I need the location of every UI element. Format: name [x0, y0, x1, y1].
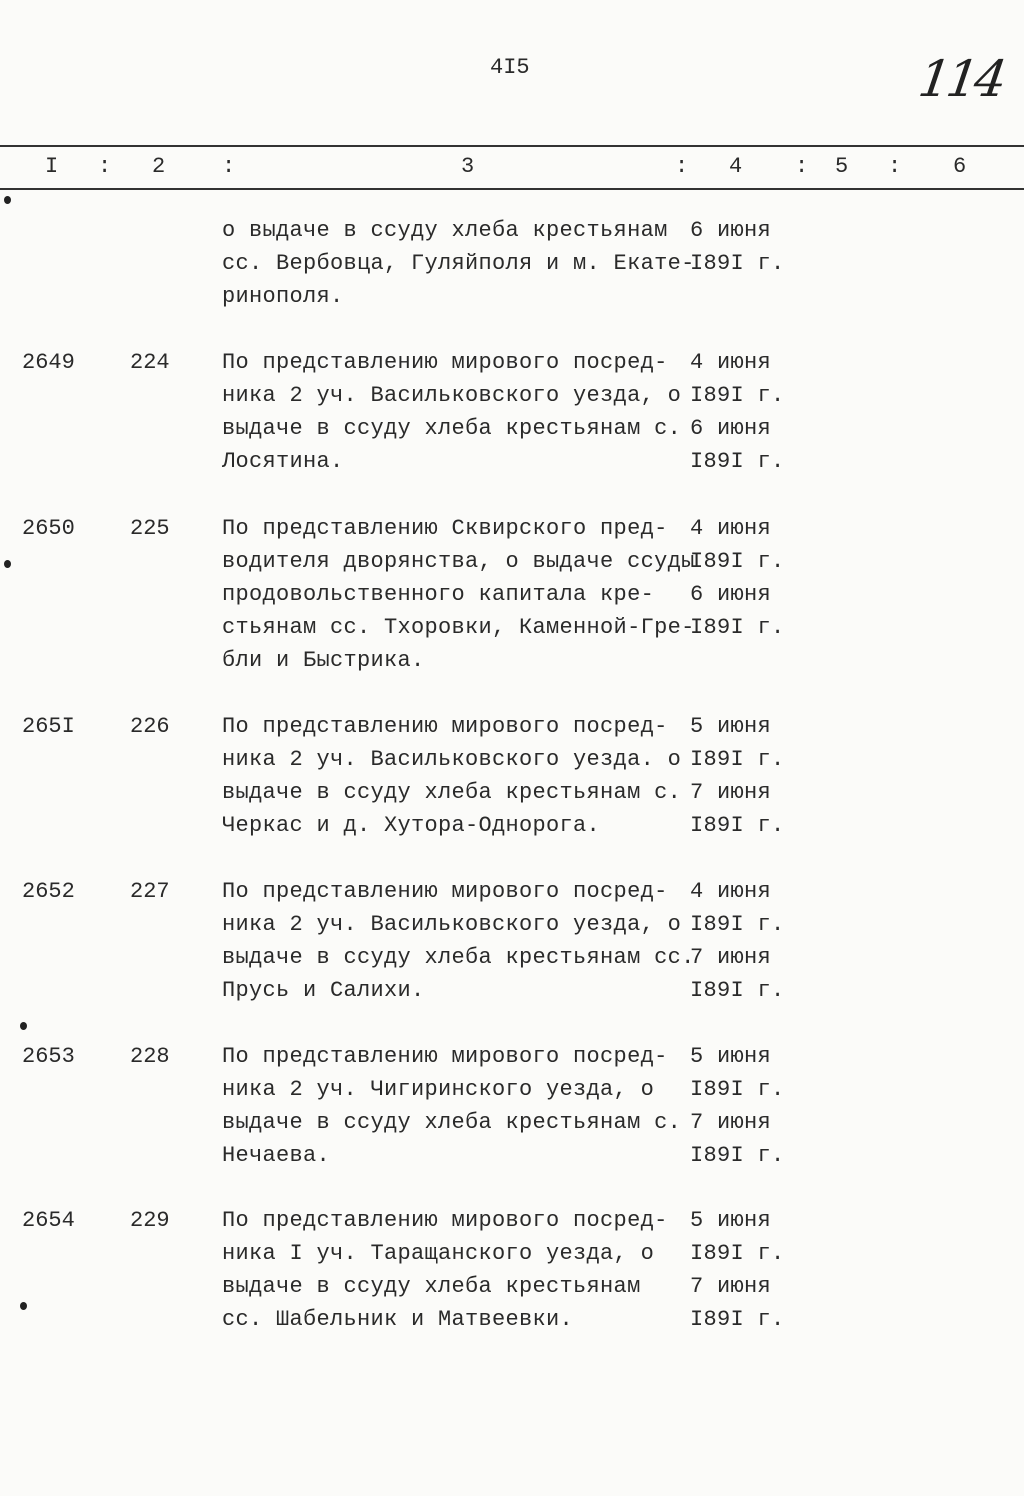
entry-number: 2654: [22, 1208, 75, 1233]
column-header-4: 4: [729, 154, 743, 179]
entry-date-line: I89I г.: [690, 251, 785, 276]
entry-description-line: По представлению Сквирского пред-: [222, 516, 668, 541]
entry-row: [0, 879, 1024, 1011]
column-separator: :: [675, 154, 689, 179]
entry-description-line: По представлению мирового посред-: [222, 879, 668, 904]
punch-mark: [20, 1022, 27, 1030]
entry-date-line: I89I г.: [690, 978, 785, 1003]
entry-date-line: 5 июня: [690, 1208, 772, 1233]
header-top-rule: [0, 145, 1024, 147]
entry-line: [0, 1143, 1024, 1176]
entry-description-line: По представлению мирового посред-: [222, 1044, 668, 1069]
punch-mark: [4, 196, 11, 204]
column-separator: :: [222, 154, 236, 179]
entry-date-line: 7 июня: [690, 1110, 772, 1135]
entry-line: [0, 714, 1024, 747]
entry-date-line: 6 июня: [690, 218, 772, 243]
entry-description-line: стьянам сс. Тхоровки, Каменной-Гре-: [222, 615, 695, 640]
entry-number: 2652: [22, 879, 75, 904]
entry-sheet: 229: [130, 1208, 170, 1233]
entry-line: [0, 383, 1024, 416]
entry-date-line: 4 июня: [690, 350, 772, 375]
entry-date-line: 4 июня: [690, 879, 772, 904]
entry-line: [0, 582, 1024, 615]
entry-row: [0, 350, 1024, 482]
entry-description-line: выдаче в ссуду хлеба крестьянам с.: [222, 780, 682, 805]
entry-row: [0, 516, 1024, 681]
entry-date-line: 5 июня: [690, 1044, 772, 1069]
entry-description-line: По представлению мирового посред-: [222, 714, 668, 739]
entry-date-line: I89I г.: [690, 383, 785, 408]
entry-line: [0, 1208, 1024, 1241]
entry-sheet: 224: [130, 350, 170, 375]
column-header-3: 3: [461, 154, 475, 179]
entry-description-line: ника 2 уч. Чигиринского уезда, о: [222, 1077, 655, 1102]
entry-description-line: продовольственного капитала кре-: [222, 582, 655, 607]
entry-description-line: Черкас и д. Хутора-Однорога.: [222, 813, 601, 838]
entry-line: [0, 251, 1024, 284]
entry-description-line: водителя дворянства, о выдаче ссуды: [222, 549, 695, 574]
column-header-5: 5: [835, 154, 849, 179]
entry-date-line: I89I г.: [690, 813, 785, 838]
page-number: 4I5: [490, 55, 530, 80]
entry-date-line: 7 июня: [690, 945, 772, 970]
entry-line: [0, 218, 1024, 251]
entry-line: [0, 978, 1024, 1011]
entry-description-line: ника 2 уч. Васильковского уезда, о: [222, 383, 682, 408]
entry-number: 2650: [22, 516, 75, 541]
entry-date-line: I89I г.: [690, 912, 785, 937]
entry-date-line: I89I г.: [690, 1143, 785, 1168]
entry-sheet: 226: [130, 714, 170, 739]
entry-date-line: I89I г.: [690, 549, 785, 574]
entry-number: 2653: [22, 1044, 75, 1069]
entry-line: [0, 945, 1024, 978]
column-separator: :: [98, 154, 112, 179]
entry-description-line: ника 2 уч. Васильковского уезда. о: [222, 747, 682, 772]
entry-description-line: сс. Вербовца, Гуляйполя и м. Екате-: [222, 251, 695, 276]
entry-date-line: 6 июня: [690, 416, 772, 441]
entry-description-line: ника I уч. Таращанского уезда, о: [222, 1241, 655, 1266]
entry-line: [0, 1307, 1024, 1340]
entry-line: [0, 516, 1024, 549]
entry-date-line: I89I г.: [690, 449, 785, 474]
punch-mark: [20, 1302, 27, 1310]
entry-number: 265I: [22, 714, 75, 739]
entry-date-line: 4 июня: [690, 516, 772, 541]
entry-description-line: выдаче в ссуду хлеба крестьянам с.: [222, 416, 682, 441]
entry-line: [0, 648, 1024, 681]
entry-line: [0, 1274, 1024, 1307]
entry-line: [0, 912, 1024, 945]
entry-line: [0, 879, 1024, 912]
entry-description-line: Лосятина.: [222, 449, 344, 474]
entry-line: [0, 549, 1024, 582]
entry-description-line: выдаче в ссуду хлеба крестьянам сс.: [222, 945, 695, 970]
entry-date-line: 7 июня: [690, 780, 772, 805]
entry-line: [0, 1241, 1024, 1274]
entry-description-line: По представлению мирового посред-: [222, 350, 668, 375]
entry-date-line: I89I г.: [690, 1241, 785, 1266]
header-bottom-rule: [0, 188, 1024, 190]
entry-row: [0, 1208, 1024, 1340]
punch-mark: [4, 560, 11, 568]
entry-description-line: Прусь и Салихи.: [222, 978, 425, 1003]
entry-date-line: 6 июня: [690, 582, 772, 607]
entry-date-line: 7 июня: [690, 1274, 772, 1299]
entry-line: [0, 416, 1024, 449]
column-header-6: 6: [953, 154, 967, 179]
entry-description-line: бли и Быстрика.: [222, 648, 425, 673]
entry-description-line: выдаче в ссуду хлеба крестьянам: [222, 1274, 641, 1299]
entry-date-line: I89I г.: [690, 615, 785, 640]
entry-sheet: 227: [130, 879, 170, 904]
entry-line: [0, 1044, 1024, 1077]
entry-date-line: I89I г.: [690, 1307, 785, 1332]
entry-line: [0, 615, 1024, 648]
entry-description-line: Нечаева.: [222, 1143, 331, 1168]
entry-line: [0, 1110, 1024, 1143]
entry-description-line: По представлению мирового посред-: [222, 1208, 668, 1233]
entry-line: [0, 780, 1024, 813]
entry-line: [0, 747, 1024, 780]
column-separator: :: [795, 154, 809, 179]
entry-description-line: ника 2 уч. Васильковского уезда, о: [222, 912, 682, 937]
entry-line: [0, 449, 1024, 482]
entry-sheet: 228: [130, 1044, 170, 1069]
entry-description-line: о выдаче в ссуду хлеба крестьянам: [222, 218, 668, 243]
entry-row: [0, 218, 1024, 317]
entry-line: [0, 813, 1024, 846]
entry-line: [0, 284, 1024, 317]
entry-sheet: 225: [130, 516, 170, 541]
entry-line: [0, 350, 1024, 383]
column-header-2: 2: [152, 154, 166, 179]
entry-row: [0, 1044, 1024, 1176]
entry-line: [0, 1077, 1024, 1110]
handwritten-sheet-number: 114: [914, 50, 1007, 108]
entry-date-line: I89I г.: [690, 747, 785, 772]
entry-number: 2649: [22, 350, 75, 375]
entry-row: [0, 714, 1024, 846]
entry-description-line: ринополя.: [222, 284, 344, 309]
entry-date-line: 5 июня: [690, 714, 772, 739]
column-header-1: I: [45, 154, 59, 179]
entry-description-line: выдаче в ссуду хлеба крестьянам с.: [222, 1110, 682, 1135]
column-separator: :: [888, 154, 902, 179]
entry-date-line: I89I г.: [690, 1077, 785, 1102]
entry-description-line: сс. Шабельник и Матвеевки.: [222, 1307, 574, 1332]
